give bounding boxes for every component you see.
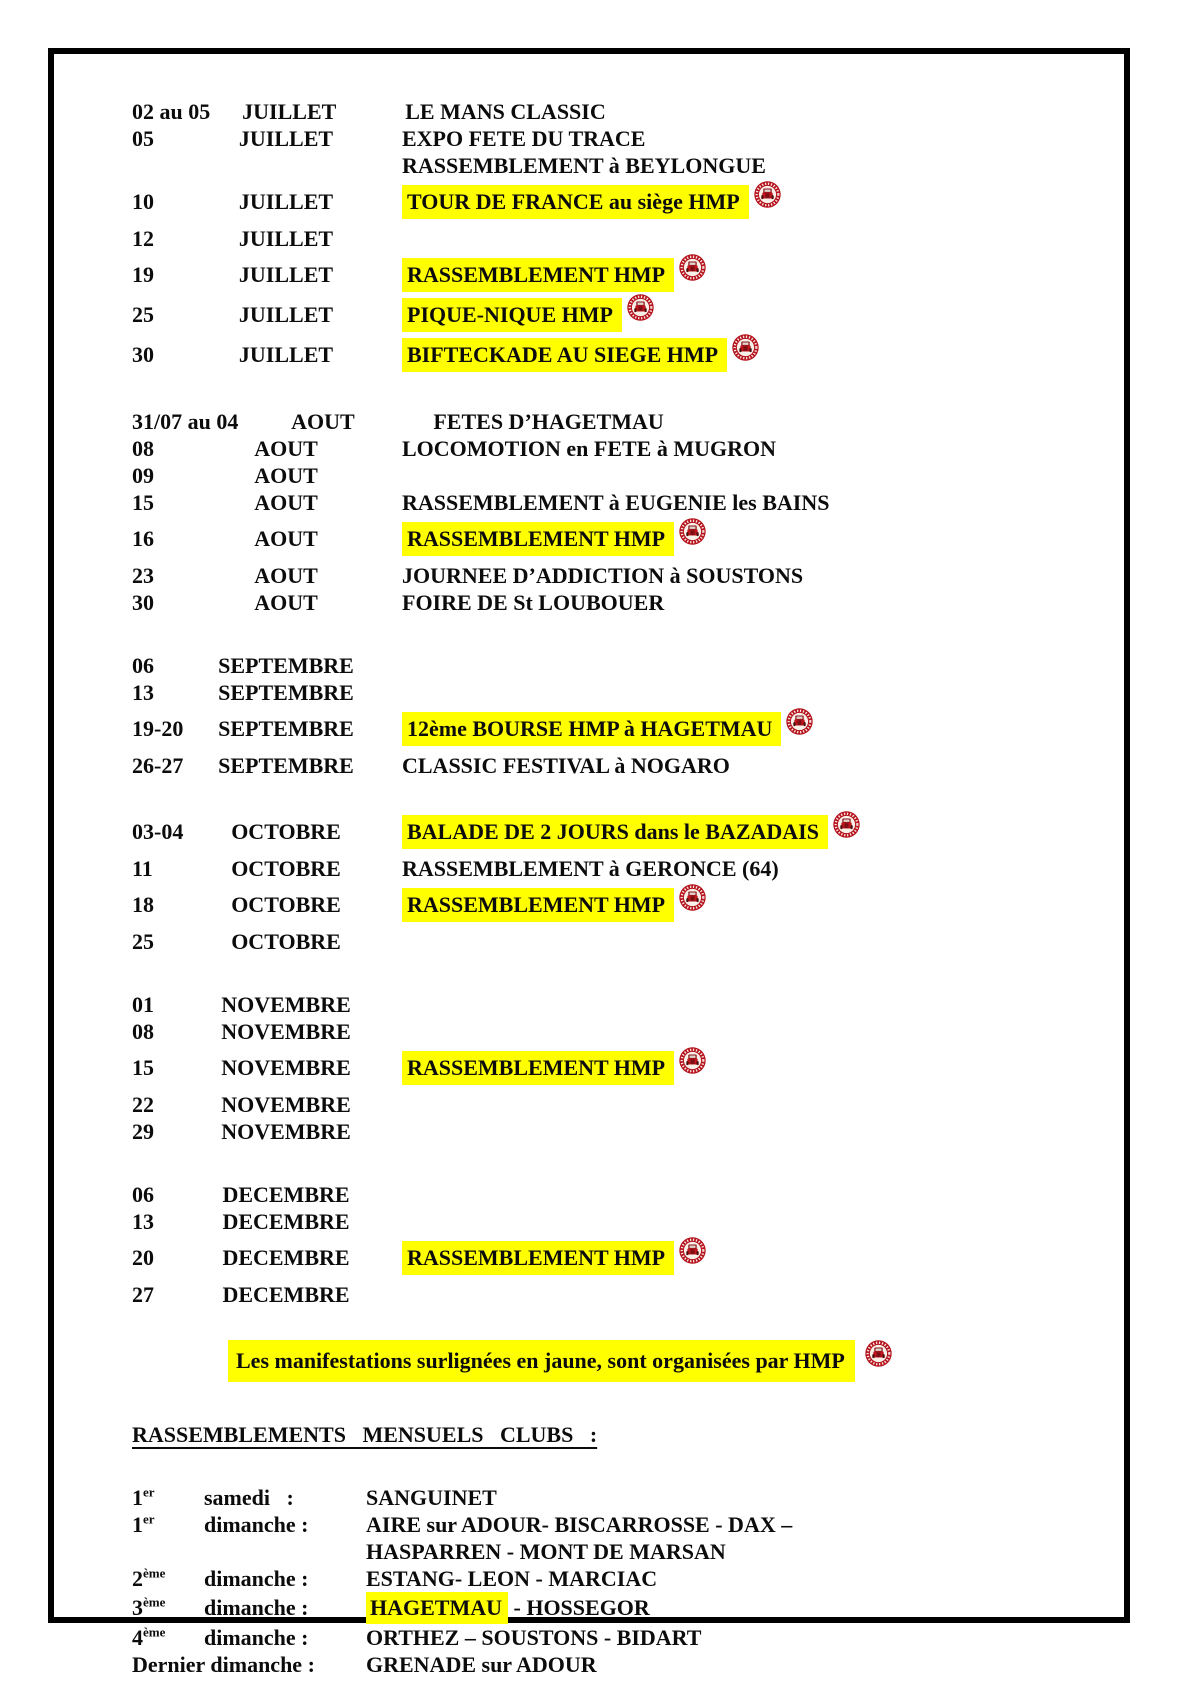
- event-title: [402, 1051, 706, 1085]
- event-month: DECEMBRE: [222, 1209, 350, 1234]
- calendar-row: [132, 1281, 1124, 1308]
- event-text: EXPO FETE DU TRACE: [402, 126, 646, 151]
- event-month: OCTOBRE: [231, 819, 341, 844]
- event-date: 27: [132, 1282, 154, 1307]
- event-date: 30: [132, 342, 154, 367]
- event-month: AOUT: [254, 436, 318, 461]
- event-month: SEPTEMBRE: [218, 680, 354, 705]
- ordinal-label: 1er: [132, 1511, 155, 1537]
- calendar-row: [132, 489, 1124, 516]
- calendar-row: [132, 185, 1124, 219]
- event-text: RASSEMBLEMENT à GERONCE (64): [402, 856, 779, 881]
- month-section-decembre: [132, 1181, 1124, 1308]
- event-date: 22: [132, 1092, 154, 1117]
- event-date: 08: [132, 1019, 154, 1044]
- month-section-juillet: [132, 98, 1124, 372]
- ordinal-label: 4ème: [132, 1624, 166, 1650]
- page-content: [54, 54, 1124, 1678]
- event-title: [402, 298, 654, 332]
- event-date: 15: [132, 1055, 154, 1080]
- clubs-value: [366, 1651, 597, 1678]
- monthly-club-row: [132, 1484, 1124, 1511]
- event-date: 15: [132, 490, 154, 515]
- organizer-note: Les manifestations surlignées en jaune, sont organisées par HMP: [228, 1340, 855, 1382]
- highlighted-event-text: BIFTECKADE AU SIEGE HMP: [402, 338, 727, 372]
- event-month: AOUT: [280, 409, 355, 434]
- event-date: 23: [132, 563, 154, 588]
- event-month: JUILLET: [238, 226, 334, 251]
- monthly-clubs-list: [132, 1484, 1124, 1678]
- club-text-segment: GRENADE sur ADOUR: [366, 1652, 597, 1677]
- event-date: 30: [132, 590, 154, 615]
- event-month: AOUT: [254, 563, 318, 588]
- calendar-row: [132, 815, 1124, 849]
- monthly-clubs-heading-row: [132, 1420, 1124, 1450]
- club-text-segment: SANGUINET: [366, 1485, 497, 1510]
- event-title: [402, 522, 706, 556]
- event-title: [402, 258, 706, 292]
- event-text: FETES D’HAGETMAU: [433, 409, 664, 434]
- club-badge-icon: [786, 708, 813, 735]
- club-text-segment: AIRE sur ADOUR- BISCARROSSE - DAX –: [366, 1512, 793, 1537]
- event-date: 12: [132, 226, 154, 251]
- event-date: 01: [132, 992, 154, 1017]
- monthly-club-row: [132, 1565, 1124, 1592]
- club-badge-icon: [627, 294, 654, 321]
- club-badge-icon: [679, 254, 706, 281]
- event-month: SEPTEMBRE: [218, 653, 354, 678]
- clubs-value: [366, 1624, 701, 1651]
- month-section-septembre: [132, 652, 1124, 779]
- event-title: [402, 125, 645, 152]
- event-month: JUILLET: [238, 342, 334, 367]
- event-text: RASSEMBLEMENT à BEYLONGUE: [402, 153, 766, 178]
- event-date: 29: [132, 1119, 154, 1144]
- calendar-row: [132, 562, 1124, 589]
- monthly-club-row: [132, 1651, 1124, 1678]
- club-text-segment: - HOSSEGOR: [508, 1595, 650, 1620]
- ordinal-label: 1er: [132, 1484, 155, 1510]
- event-month: JUILLET: [238, 189, 334, 214]
- club-badge-icon: [679, 884, 706, 911]
- calendar-row: [132, 435, 1124, 462]
- event-month: AOUT: [254, 490, 318, 515]
- monthly-club-row: [132, 1624, 1124, 1651]
- club-badge-icon: [679, 1047, 706, 1074]
- calendar-row: [132, 589, 1124, 616]
- event-month: SEPTEMBRE: [218, 716, 354, 741]
- club-badge-icon: [754, 181, 781, 208]
- event-date: 13: [132, 680, 154, 705]
- day-label: dimanche :: [204, 1512, 309, 1537]
- calendar-row: [132, 1091, 1124, 1118]
- event-date: 08: [132, 436, 154, 461]
- club-badge-icon: [732, 334, 759, 361]
- calendar-row: [132, 522, 1124, 556]
- calendar-row: [132, 679, 1124, 706]
- event-month: DECEMBRE: [222, 1182, 350, 1207]
- calendar-row: [132, 298, 1124, 332]
- event-title: [402, 752, 730, 779]
- event-text: CLASSIC FESTIVAL à NOGARO: [402, 753, 730, 778]
- event-month: OCTOBRE: [231, 929, 341, 954]
- club-badge-icon: [679, 518, 706, 545]
- event-month: JUILLET: [238, 262, 334, 287]
- calendar-row: [132, 991, 1124, 1018]
- club-text-segment: ESTANG- LEON - MARCIAC: [366, 1566, 658, 1591]
- event-date: 25: [132, 929, 154, 954]
- clubs-value: [366, 1538, 726, 1565]
- event-text: LE MANS CLASSIC: [405, 99, 606, 124]
- calendar-row: [132, 752, 1124, 779]
- highlighted-event-text: RASSEMBLEMENT HMP: [402, 888, 674, 922]
- clubs-value: [366, 1592, 650, 1624]
- event-date: 25: [132, 302, 154, 327]
- calendar-row: [132, 1241, 1124, 1275]
- event-title: [402, 435, 776, 462]
- calendar-row: [132, 98, 1124, 125]
- event-date: 19: [132, 262, 154, 287]
- event-title: [402, 1241, 706, 1275]
- calendar-row: [132, 152, 1124, 179]
- event-text: JOURNEE D’ADDICTION à SOUSTONS: [402, 563, 804, 588]
- event-month: DECEMBRE: [222, 1282, 350, 1307]
- highlighted-event-text: PIQUE-NIQUE HMP: [402, 298, 622, 332]
- event-month: SEPTEMBRE: [218, 753, 354, 778]
- event-date: 02 au 05: [132, 99, 211, 124]
- clubs-value: [366, 1511, 792, 1538]
- clubs-value: [366, 1565, 657, 1592]
- day-label: Dernier dimanche :: [132, 1652, 315, 1677]
- month-section-novembre: [132, 991, 1124, 1145]
- event-date: 06: [132, 1182, 154, 1207]
- calendar-row: [132, 652, 1124, 679]
- highlighted-event-text: RASSEMBLEMENT HMP: [402, 522, 674, 556]
- event-month: JUILLET: [242, 99, 337, 124]
- document-page: [48, 48, 1130, 1677]
- event-month: NOVEMBRE: [221, 1119, 351, 1144]
- club-badge-icon: [679, 1237, 706, 1264]
- day-label: dimanche :: [204, 1595, 309, 1620]
- event-date: 31/07 au 04: [132, 409, 239, 434]
- event-title: [402, 815, 860, 849]
- event-text: RASSEMBLEMENT à EUGENIE les BAINS: [402, 490, 830, 515]
- event-date: 06: [132, 653, 154, 678]
- highlighted-event-text: RASSEMBLEMENT HMP: [402, 258, 674, 292]
- event-month: JUILLET: [238, 126, 334, 151]
- monthly-clubs-heading: RASSEMBLEMENTS MENSUELS CLUBS :: [132, 1422, 598, 1447]
- event-month: AOUT: [254, 590, 318, 615]
- event-month: AOUT: [254, 463, 318, 488]
- event-title: [402, 589, 664, 616]
- highlighted-event-text: TOUR DE FRANCE au siège HMP: [402, 185, 749, 219]
- calendar-row: [132, 1208, 1124, 1235]
- clubs-value: [366, 1484, 497, 1511]
- event-text: FOIRE DE St LOUBOUER: [402, 590, 665, 615]
- event-date: 20: [132, 1245, 154, 1270]
- calendar-row: [132, 258, 1124, 292]
- calendar-row: [132, 888, 1124, 922]
- event-date: 09: [132, 463, 154, 488]
- events-calendar: [132, 98, 1124, 1308]
- monthly-club-row: [132, 1592, 1124, 1624]
- calendar-row: [132, 928, 1124, 955]
- calendar-row: [132, 338, 1124, 372]
- event-month: NOVEMBRE: [221, 1019, 351, 1044]
- organizer-note-row: [228, 1340, 1124, 1382]
- event-date: 19-20: [132, 716, 184, 741]
- event-month: NOVEMBRE: [221, 992, 351, 1017]
- day-label: dimanche :: [204, 1625, 309, 1650]
- club-text-segment: ORTHEZ – SOUSTONS - BIDART: [366, 1625, 702, 1650]
- event-date: 03-04: [132, 819, 184, 844]
- event-title: [402, 489, 829, 516]
- calendar-row: [132, 225, 1124, 252]
- calendar-row: [132, 712, 1124, 746]
- event-month: OCTOBRE: [231, 856, 341, 881]
- ordinal-label: 3ème: [132, 1594, 166, 1620]
- calendar-row: [132, 462, 1124, 489]
- highlighted-event-text: RASSEMBLEMENT HMP: [402, 1051, 674, 1085]
- month-section-octobre: [132, 815, 1124, 955]
- event-date: 26-27: [132, 753, 184, 778]
- calendar-row: [132, 125, 1124, 152]
- highlighted-event-text: BALADE DE 2 JOURS dans le BAZADAIS: [402, 815, 828, 849]
- day-label: dimanche :: [204, 1566, 309, 1591]
- event-title: [433, 408, 663, 435]
- calendar-row: [132, 1118, 1124, 1145]
- ordinal-label: 2ème: [132, 1565, 166, 1591]
- calendar-row: [132, 1051, 1124, 1085]
- event-title: [402, 712, 813, 746]
- event-date: 16: [132, 526, 154, 551]
- monthly-club-row: [132, 1511, 1124, 1538]
- event-title: [402, 152, 766, 179]
- event-title: [402, 855, 779, 882]
- event-title: [402, 338, 759, 372]
- club-badge-icon: [833, 811, 860, 838]
- calendar-row: [132, 1018, 1124, 1045]
- event-date: 11: [132, 856, 153, 881]
- event-title: [402, 185, 781, 219]
- event-month: AOUT: [254, 526, 318, 551]
- highlighted-event-text: 12ème BOURSE HMP à HAGETMAU: [402, 712, 781, 746]
- month-section-aout: [132, 408, 1124, 616]
- event-month: OCTOBRE: [231, 892, 341, 917]
- event-date: 18: [132, 892, 154, 917]
- event-month: JUILLET: [238, 302, 334, 327]
- day-label: samedi :: [204, 1485, 294, 1510]
- calendar-row: [132, 1181, 1124, 1208]
- club-badge-icon: [865, 1340, 892, 1367]
- monthly-club-row: [132, 1538, 1124, 1565]
- event-date: 05: [132, 126, 154, 151]
- highlighted-event-text: RASSEMBLEMENT HMP: [402, 1241, 674, 1275]
- highlighted-club-text: HAGETMAU: [366, 1592, 508, 1624]
- event-title: [405, 98, 606, 125]
- event-title: [402, 888, 706, 922]
- calendar-row: [132, 408, 1124, 435]
- event-title: [402, 562, 803, 589]
- calendar-row: [132, 855, 1124, 882]
- event-text: LOCOMOTION en FETE à MUGRON: [402, 436, 777, 461]
- club-text-segment: HASPARREN - MONT DE MARSAN: [366, 1539, 726, 1564]
- event-month: NOVEMBRE: [221, 1092, 351, 1117]
- event-month: DECEMBRE: [222, 1245, 350, 1270]
- event-date: 13: [132, 1209, 154, 1234]
- event-date: 10: [132, 189, 154, 214]
- event-month: NOVEMBRE: [221, 1055, 351, 1080]
